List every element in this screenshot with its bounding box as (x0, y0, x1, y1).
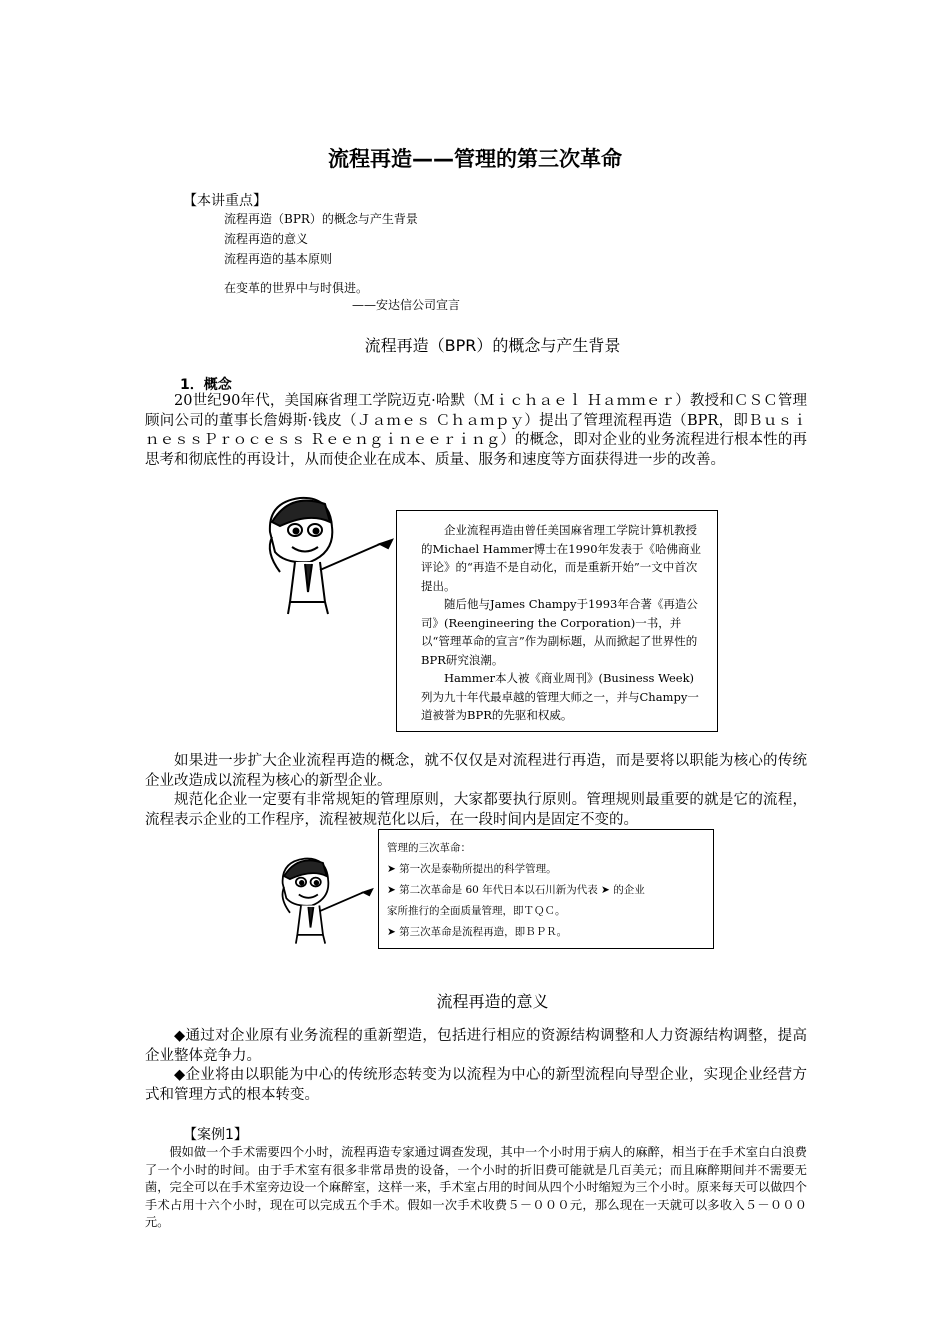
box-paragraph: Hammer本人被《商业周刊》(Business Week)列为九十年代最卓越的管理大师之一，并与Champy一道被誉为BPR的先驱和权威。 (421, 671, 699, 722)
bullet-icon: ➤ (601, 884, 610, 896)
standardization-paragraph-text: 规范化企业一定要有非常规矩的管理原则，大家都要执行原则。管理规则最重要的就是它的流程，流程表示企业的工作程序，流程被规范化以后，在一段时间内是固定不变的。 (145, 792, 807, 828)
case-text (145, 1144, 807, 1232)
extension-paragraph-text: 如果进一步扩大企业流程再造的概念，就不仅仅是对流程进行再造，而是要将以职能为核心的传统企业改造成以流程为核心的新型企业。 (145, 753, 807, 789)
quote-text: 在变革的世界中与时俱进。 (224, 281, 369, 295)
revolution-item (387, 922, 705, 943)
revolution-text-continued: 家所推行的全面质量管理，即ＴＱＣ。 (387, 905, 566, 917)
cartoon-man-illustration (268, 850, 378, 950)
bullet-icon: ➤ (387, 884, 396, 896)
key-point-item: 流程再造的意义 (224, 232, 309, 246)
revolution-item (387, 880, 705, 901)
bullet-icon: ➤ (387, 926, 396, 938)
concept-paragraph-text: 20世纪90年代，美国麻省理工学院迈克·哈默（Ｍｉｃｈａｅｌ Ｈａｍｍｅｒ）教授和ＣＳＣ管理顾问公司的董事长詹姆斯·钱皮（Ｊａｍｅｓ Ｃｈａｍｐｙ）提出了管理流程再造（BPR，即ＢｕｓｉｎｅｓｓＰｒｏｃｅｓｓ Ｒｅｅｎｇｉｎｅｅｒｉｎｇ）的概念，即对企业的业务流程进行根本性的再思考和彻底性的再设计，从而使企业在成本、质量、服务和速度等方面获得进一步的改善。 (145, 393, 807, 468)
concept-paragraph (145, 392, 807, 470)
section-title-significance: 流程再造的意义 (436, 992, 549, 1011)
cartoon-man-illustration (250, 492, 400, 617)
revolution-text: 第二次革命是 60 年代日本以石川新为代表 (399, 884, 598, 896)
significance-list (145, 1027, 807, 1105)
case-paragraph: 假如做一个手术需要四个小时，流程再造专家通过调查发现，其中一个小时用于病人的麻醉，相当于在手术室白白浪费了一个小时的时间。由于手术室有很多非常昂贵的设备，一个小时的折旧费可能就是几百美元；而且麻醉期间并不需要无菌，完全可以在手术室旁边设一个麻醉室，这样一来，手术室占用的时间从四个小时缩短为三个小时。原来每天可以做四个手术占用十六个小时，现在可以完成五个手术。假如一次手术收费５－０００元，那么现在一天就可以多收入５－０００元。 (145, 1145, 807, 1229)
key-points-heading: 【本讲重点】 (183, 193, 267, 209)
box-paragraph: 随后他与James Champy于1993年合著《再造公司》(Reengineering the Corporation)一书，并以“管理革命的宣言”作为副标题，从而掀起了世界性的BPR研究浪潮。 (421, 597, 698, 667)
subheading-concept: 1．概念 (180, 377, 232, 393)
revolution-text: 第三次革命是流程再造，即ＢＰＲ。 (399, 926, 568, 938)
page-title: 流程再造——管理的第三次革命 (328, 147, 622, 171)
revolution-text: 第一次是泰勒所提出的科学管理。 (399, 863, 557, 875)
section-title-concept: 流程再造（BPR）的概念与产生背景 (364, 336, 621, 355)
box-paragraph: 企业流程再造由曾任美国麻省理工学院计算机教授的Michael Hammer博士在1990年发表于《哈佛商业评论》的“再造不是自动化，而是重新开始”一文中首次提出。 (421, 523, 702, 593)
three-revolutions-box (378, 829, 714, 949)
case-heading: 【案例1】 (183, 1127, 248, 1143)
significance-item: ◆企业将由以职能为中心的传统形态转变为以流程为中心的新型流程向导型企业，实现企业经营方式和管理方式的根本转变。 (145, 1067, 807, 1103)
revolution-text: 的企业 (613, 884, 645, 896)
revolution-item (387, 859, 705, 880)
box2-heading: 管理的三次革命： (387, 842, 471, 854)
key-point-item: 流程再造（BPR）的概念与产生背景 (224, 212, 418, 226)
quote-source: ——安达信公司宣言 (352, 298, 461, 312)
hammer-info-box (396, 510, 718, 732)
significance-item: ◆通过对企业原有业务流程的重新塑造，包括进行相应的资源结构调整和人力资源结构调整，提高企业整体竞争力。 (145, 1028, 807, 1064)
extension-paragraph (145, 752, 807, 830)
key-point-item: 流程再造的基本原则 (224, 252, 333, 266)
bullet-icon: ➤ (387, 863, 396, 875)
